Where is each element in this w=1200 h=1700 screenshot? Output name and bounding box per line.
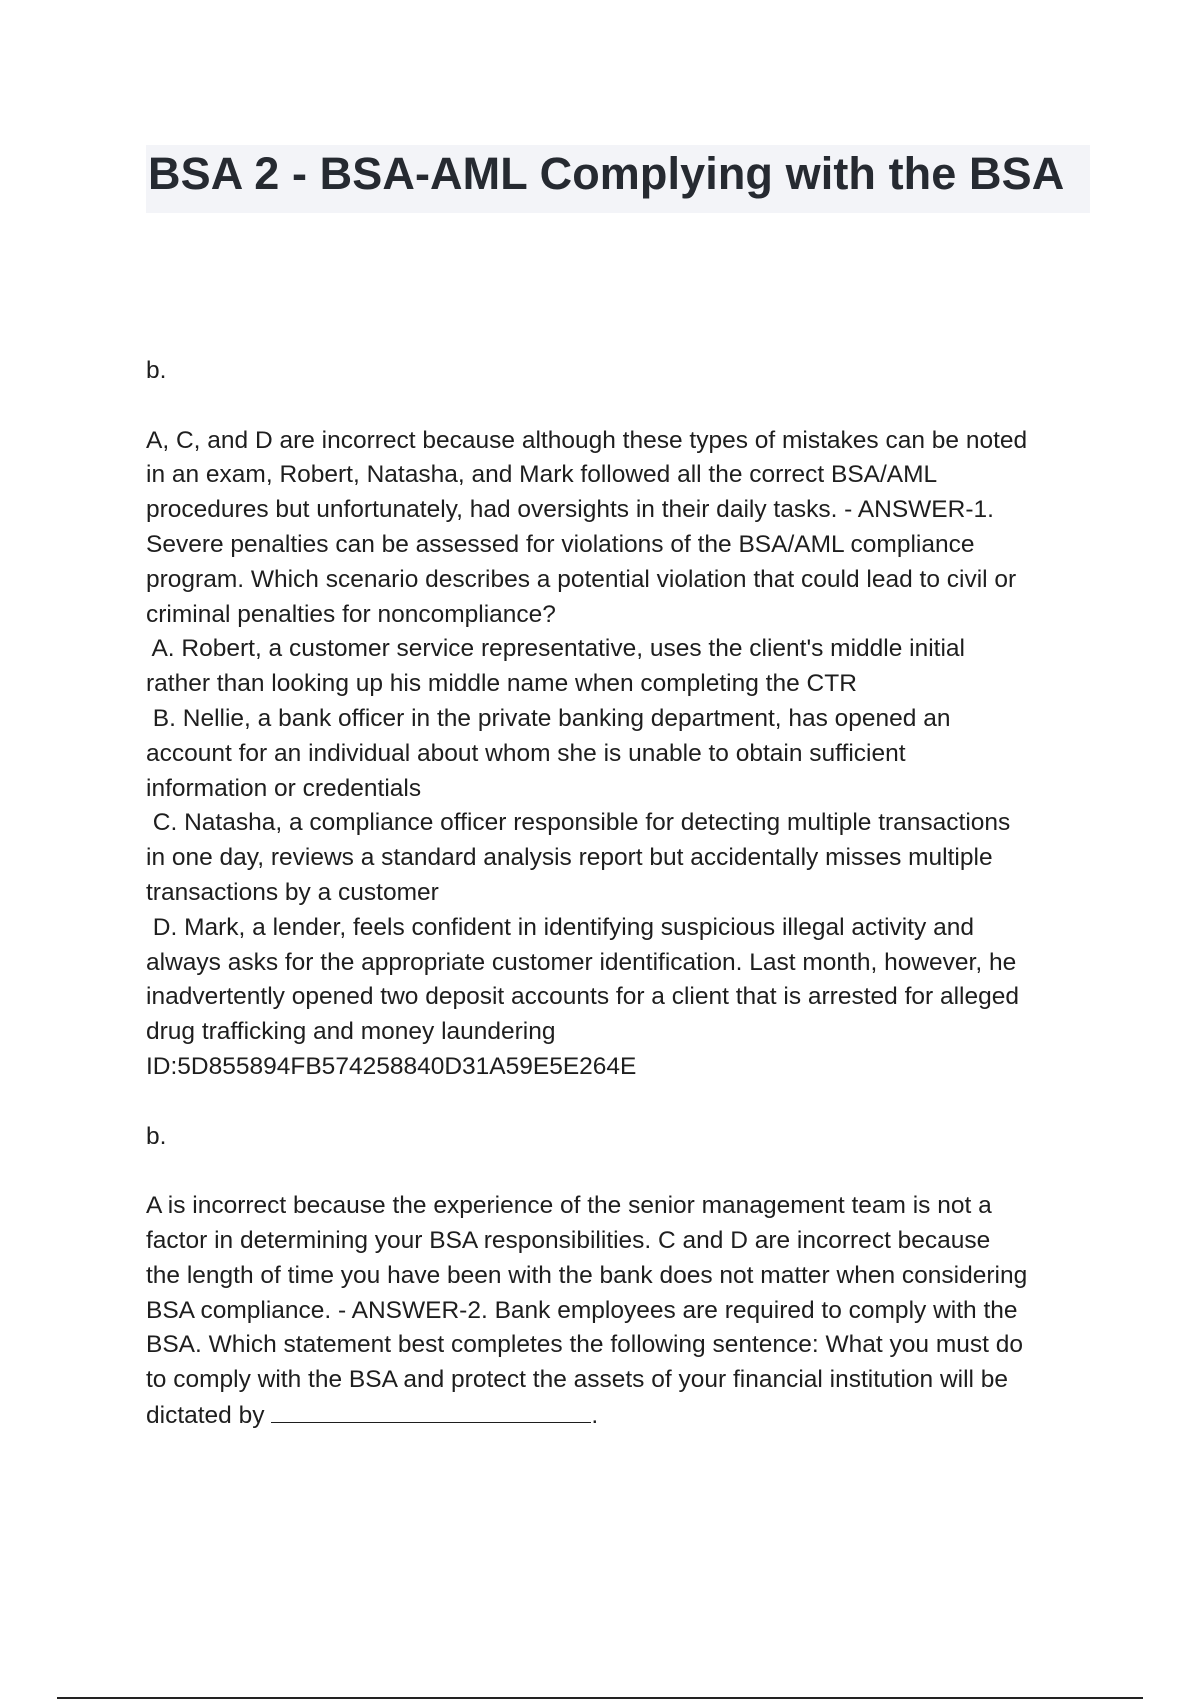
option-d-line: D. Mark, a lender, feels confident in identifying suspicious illegal activity and <box>146 913 974 941</box>
document-body <box>146 354 1106 1434</box>
text-line: transactions by a customer <box>146 878 439 906</box>
option-b-line: B. Nellie, a bank officer in the private banking department, has opened an <box>146 704 951 732</box>
fill-in-blank-line <box>146 1398 1106 1434</box>
option-c-line: C. Natasha, a compliance officer responsible for detecting multiple transactions <box>146 809 1011 837</box>
text-line: program. Which scenario describes a potential violation that could lead to civil or <box>146 565 1017 593</box>
title-banner <box>146 145 1090 213</box>
text-line: to comply with the BSA and protect the assets of your financial institution will be <box>146 1366 1009 1394</box>
document-title: BSA 2 - BSA-AML Complying with the BSA <box>148 148 1065 199</box>
q1-answer-letter: b. <box>146 357 167 384</box>
question-id: ID:5D855894FB574258840D31A59E5E264E <box>146 1052 637 1080</box>
blank-prefix: dictated by <box>146 1401 272 1429</box>
text-line: A is incorrect because the experience of the senior management team is not a <box>146 1192 992 1220</box>
text-line: BSA. Which statement best completes the following sentence: What you must do <box>146 1331 1023 1359</box>
text-line: inadvertently opened two deposit accounts for a client that is arrested for alleged <box>146 983 1019 1011</box>
text-line: factor in determining your BSA responsibilities. C and D are incorrect because <box>146 1226 991 1254</box>
text-line: the length of time you have been with the bank does not matter when considering <box>146 1261 1028 1289</box>
text-line: rather than looking up his middle name when completing the CTR <box>146 670 857 698</box>
text-line: in an exam, Robert, Natasha, and Mark followed all the correct BSA/AML <box>146 461 938 489</box>
text-line: information or credentials <box>146 774 422 802</box>
text-line: account for an individual about whom she is unable to obtain sufficient <box>146 739 906 767</box>
text-line: in one day, reviews a standard analysis report but accidentally misses multiple <box>146 844 993 872</box>
option-a-line: A. Robert, a customer service representative, uses the client's middle initial <box>146 635 965 663</box>
q1-block <box>146 424 1106 1085</box>
text-line: drug trafficking and money laundering <box>146 1018 556 1046</box>
text-line: Severe penalties can be assessed for violations of the BSA/AML compliance <box>146 530 975 558</box>
q2-block <box>146 1189 1106 1434</box>
text-line: always asks for the appropriate customer identification. Last month, however, he <box>146 948 1017 976</box>
text-line: A, C, and D are incorrect because although these types of mistakes can be noted <box>146 426 1028 454</box>
blank-suffix: . <box>591 1401 599 1429</box>
text-line: procedures but unfortunately, had oversights in their daily tasks. - ANSWER-1. <box>146 496 994 524</box>
text-line: criminal penalties for noncompliance? <box>146 600 556 628</box>
footer-divider <box>57 1697 1143 1699</box>
answer-blank <box>271 1398 591 1423</box>
text-line: BSA compliance. - ANSWER-2. Bank employees are required to comply with the <box>146 1296 1018 1324</box>
q2-answer-letter: b. <box>146 1122 167 1150</box>
